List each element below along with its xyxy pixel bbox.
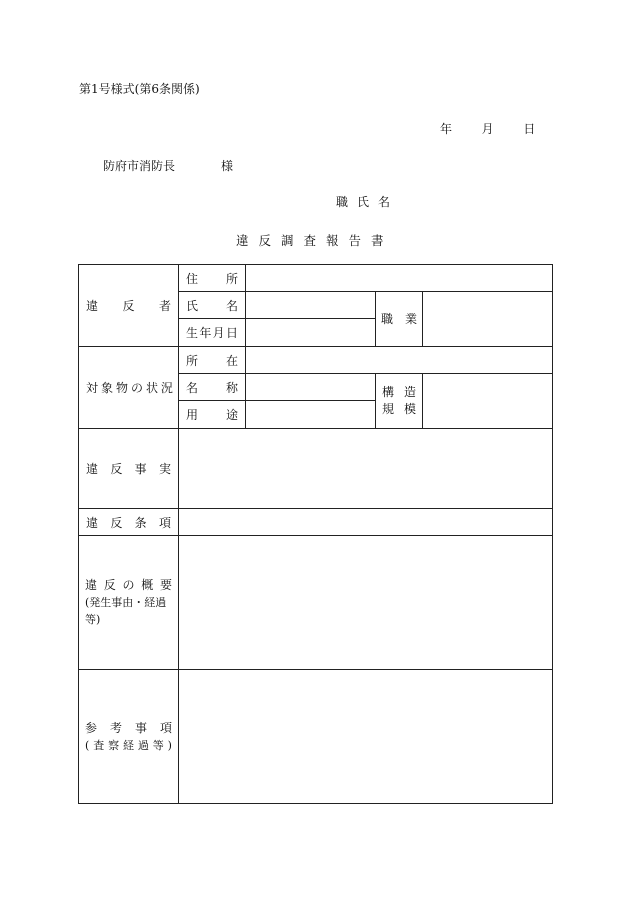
target-label-cell: 対 象 物 の 状 況 — [79, 347, 179, 429]
outline-sub-line-2: 等) — [85, 613, 101, 626]
reference-items-field[interactable] — [179, 670, 553, 804]
object-name-field[interactable] — [246, 374, 376, 401]
usage-field[interactable] — [246, 401, 376, 429]
violator-label-cell: 違 反 者 — [79, 265, 179, 347]
form-number: 第1号様式(第6条関係) — [79, 82, 200, 96]
name-field[interactable] — [246, 292, 376, 319]
document-title: 違反調査報告書 — [236, 233, 394, 248]
violation-outline-label: 違 反 の 概 要 (発生事由・経過 等) — [79, 536, 179, 670]
violation-facts-field[interactable] — [179, 429, 553, 509]
occupation-label: 職 業 — [376, 292, 423, 347]
date-day: 日 — [523, 122, 536, 136]
date-year: 年 — [440, 122, 453, 136]
outline-sub-line-1: (発生事由・経過 — [85, 596, 167, 609]
occupation-field[interactable] — [423, 292, 553, 347]
addressee-honorific: 様 — [221, 159, 234, 173]
date-line — [440, 120, 535, 137]
birthdate-field[interactable] — [246, 319, 376, 347]
usage-label: 用 途 — [179, 401, 246, 429]
violation-articles-field[interactable] — [179, 509, 553, 536]
violation-outline-field[interactable] — [179, 536, 553, 670]
structure-scale-field[interactable] — [423, 374, 553, 429]
date-month: 月 — [481, 122, 494, 136]
addressee-name: 防府市消防長 — [103, 159, 176, 173]
address-field[interactable] — [246, 265, 553, 292]
report-form-table — [78, 264, 553, 804]
violation-facts-label: 違 反 事 実 — [79, 429, 179, 509]
location-field[interactable] — [246, 347, 553, 374]
addressee — [103, 157, 233, 174]
violation-articles-label: 違 反 条 項 — [79, 509, 179, 536]
reporter-label: 職氏名 — [336, 195, 400, 209]
object-name-label: 名 称 — [179, 374, 246, 401]
structure-scale-label: 構 造 規 模 — [376, 374, 423, 429]
name-label: 氏 名 — [179, 292, 246, 319]
reference-items-label: 参 考 事 項 ( 査 察 経 過 等 ) — [79, 670, 179, 804]
birthdate-label: 生 年 月 日 — [179, 319, 246, 347]
location-label: 所 在 — [179, 347, 246, 374]
address-label: 住 所 — [179, 265, 246, 292]
